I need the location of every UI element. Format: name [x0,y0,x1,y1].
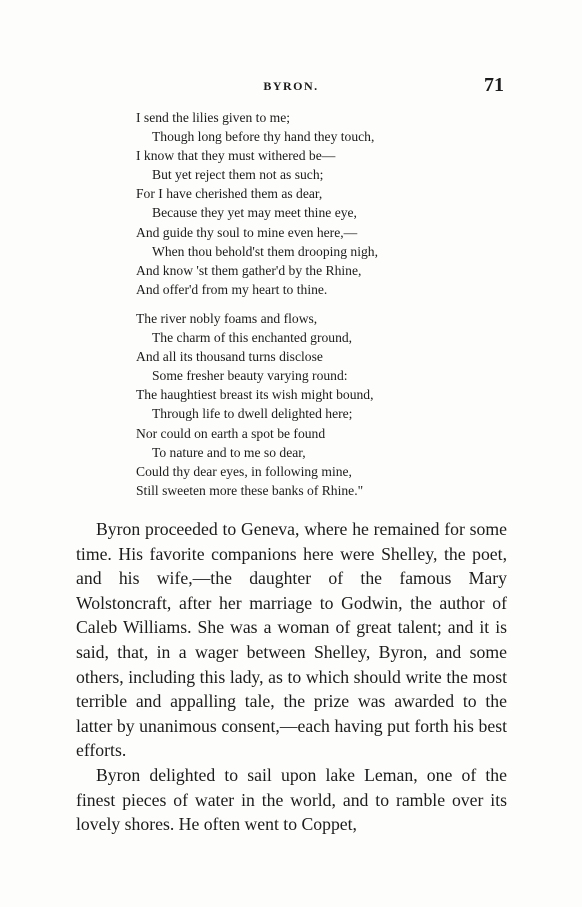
stanza [136,309,516,500]
poem-line: But yet reject them not as such; [152,167,324,183]
poem-line: Though long before thy hand they touch, [152,129,375,145]
poem-line: And know 'st them gather'd by the Rhine, [136,262,362,278]
poem-line: The haughtiest breast its wish might bound, [136,387,374,403]
poem-line: When thou behold'st them drooping nigh, [152,243,378,259]
poem-line: Some fresher beauty varying round: [152,368,348,384]
poem-line: I know that they must withered be— [136,148,336,164]
prose-body [76,517,507,837]
poem [136,108,516,510]
poem-line: And guide thy soul to mine even here,— [136,224,358,240]
page-number: 71 [484,74,504,96]
poem-line: Nor could on earth a spot be found [136,425,326,441]
paragraph: Byron proceeded to Geneva, where he remained for some time. His favorite companions here were Shelley, the poet, and his wife,—the daughter of the famous Mary Wolstoncraft, after her marriage to Godwin, the author of Caleb Williams. She was a woman of great talent; and it is said, that, in a wager between Shelley, Byron, and some others, including this lady, as to which should write the most terrible and appalling tale, the prize was awarded to the latter by unanimous consent,—each having put forth his best efforts. [76,519,507,761]
poem-line: Still sweeten more these banks of Rhine." [136,482,364,498]
poem-line: Could thy dear eyes, in following mine, [136,463,352,479]
poem-line: And all its thousand turns disclose [136,349,323,365]
poem-line: I send the lilies given to me; [136,110,291,125]
running-header [0,75,582,97]
poem-line: And offer'd from my heart to thine. [136,281,328,297]
poem-line: For I have cherished them as dear, [136,186,323,202]
running-title: BYRON. [263,79,319,93]
poem-line: Because they yet may meet thine eye, [152,205,357,221]
paragraph: Byron delighted to sail upon lake Leman, one of the finest pieces of water in the world, and to ramble over its lovely shores. He often went to Coppet, [76,764,507,835]
poem-line: Through life to dwell delighted here; [152,406,353,422]
poem-line: The river nobly foams and flows, [136,310,318,326]
poem-line: To nature and to me so dear, [152,444,306,460]
poem-line: The charm of this enchanted ground, [152,330,353,346]
stanza [136,108,516,299]
